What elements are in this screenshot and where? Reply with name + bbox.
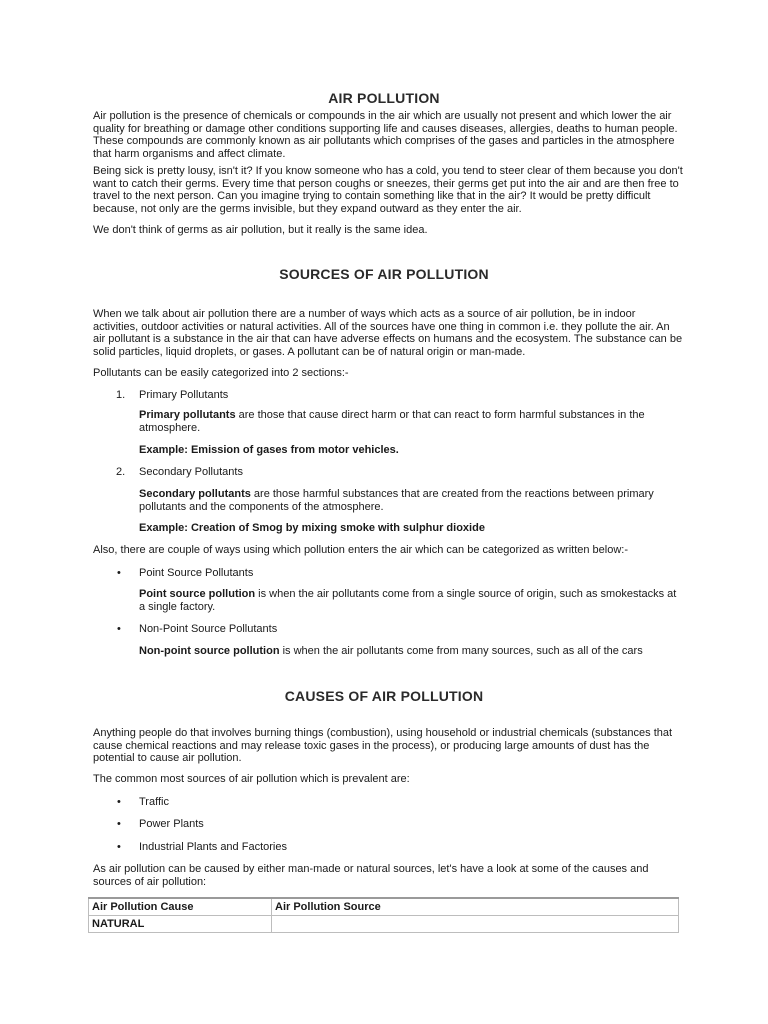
look-at-text: As air pollution can be caused by either man-made or natural sources, let's have a look at some of the causes and sources of air pollution: xyxy=(93,863,649,888)
nonpoint-term: Non-point source pollution xyxy=(139,645,280,657)
primary-description: are those that cause direct harm or that can react to form harmful substances in the atmosphere. xyxy=(139,409,645,434)
also-text: Also, there are couple of ways using which pollution enters the air which can be categorized as written below:- xyxy=(93,544,629,556)
primary-example: Example: Emission of gases from motor vehicles. xyxy=(139,444,399,456)
bullet-icon: • xyxy=(117,818,121,830)
point-source-definition xyxy=(139,588,679,613)
table-header-source: Air Pollution Source xyxy=(272,898,679,916)
sources-paragraph: When we talk about air pollution there are a number of ways which acts as a source of air pollution, be in indoor activities, outdoor activities or natural activities. All of the sources have one thing in common i.e. they pollute the air. An air pollutant is a substance in the air that can have adverse effects on humans and the ecosystem. The substance can be solid particles, liquid droplets, or gases. A pollutant can be of natural origin or man-made. xyxy=(93,308,683,358)
list-item-point-source: Point Source Pollutants xyxy=(139,567,254,579)
secondary-example: Example: Creation of Smog by mixing smoke with sulphur dioxide xyxy=(139,522,485,534)
table-cell-cause: NATURAL xyxy=(89,916,272,933)
causes-heading: CAUSES OF AIR POLLUTION xyxy=(284,688,484,704)
list-item-secondary-pollutants: Secondary Pollutants xyxy=(139,466,243,478)
secondary-term: Secondary pollutants xyxy=(139,488,251,500)
point-description: is when the air pollutants come from a single source of origin, such as smokestacks at a single factory. xyxy=(139,588,677,613)
primary-definition xyxy=(139,409,679,434)
causes-paragraph: Anything people do that involves burning things (combustion), using household or industrial chemicals (substances that cause chemical reactions and may release toxic gases in the process), or producing large amounts of dust has the potential to cause air pollution. xyxy=(93,727,673,765)
sources-heading: SOURCES OF AIR POLLUTION xyxy=(279,266,489,282)
page-title: AIR POLLUTION xyxy=(328,90,440,106)
table-row xyxy=(89,916,679,933)
list-item-primary-pollutants: Primary Pollutants xyxy=(139,389,229,401)
list-item-power-plants: Power Plants xyxy=(139,818,204,830)
intro-paragraph-2: Being sick is pretty lousy, isn't it? If you know someone who has a cold, you tend to steer clear of them because you don't want to catch their germs. Every time that person coughs or sneezes, their germs get put into the air and are then free to travel to the next person. Can you imagine trying to contain something like that in the air? It would be pretty difficult because, not only are the germs invisible, but they expand outward as they enter the air. xyxy=(93,165,683,215)
point-term: Point source pollution xyxy=(139,588,256,600)
table-header-row xyxy=(89,898,679,916)
table-cell-source xyxy=(272,916,679,933)
primary-term: Primary pollutants xyxy=(139,409,236,421)
bullet-icon: • xyxy=(117,841,121,853)
bullet-icon: • xyxy=(117,623,121,635)
table-header-cause: Air Pollution Cause xyxy=(89,898,272,916)
nonpoint-description: is when the air pollutants come from many sources, such as all of the cars xyxy=(279,645,643,657)
bullet-icon: • xyxy=(117,796,121,808)
list-number: 1. xyxy=(116,389,126,401)
categorized-text: Pollutants can be easily categorized into 2 sections:- xyxy=(93,367,349,379)
secondary-description: are those harmful substances that are created from the reactions between primary pollutants and the components of the atmosphere. xyxy=(139,488,654,513)
list-item-traffic: Traffic xyxy=(139,796,169,808)
common-sources-text: The common most sources of air pollution which is prevalent are: xyxy=(93,773,410,785)
pollution-causes-table xyxy=(88,897,679,933)
intro-paragraph-1: Air pollution is the presence of chemicals or compounds in the air which are usually not present and which lower the air quality for breathing or damage other conditions supporting life and causes diseases, allergies, deaths to human people. These compounds are commonly known as air pollutants which comprises of the gases and particles in the atmosphere that harm organisms and affect climate. xyxy=(93,110,678,160)
secondary-definition xyxy=(139,488,679,513)
list-item-non-point-source: Non-Point Source Pollutants xyxy=(139,623,278,635)
list-item-industrial-plants: Industrial Plants and Factories xyxy=(139,841,287,853)
list-number: 2. xyxy=(116,466,126,478)
intro-paragraph-3: We don't think of germs as air pollution, but it really is the same idea. xyxy=(93,224,428,236)
bullet-icon: • xyxy=(117,567,121,579)
non-point-definition xyxy=(139,645,699,658)
